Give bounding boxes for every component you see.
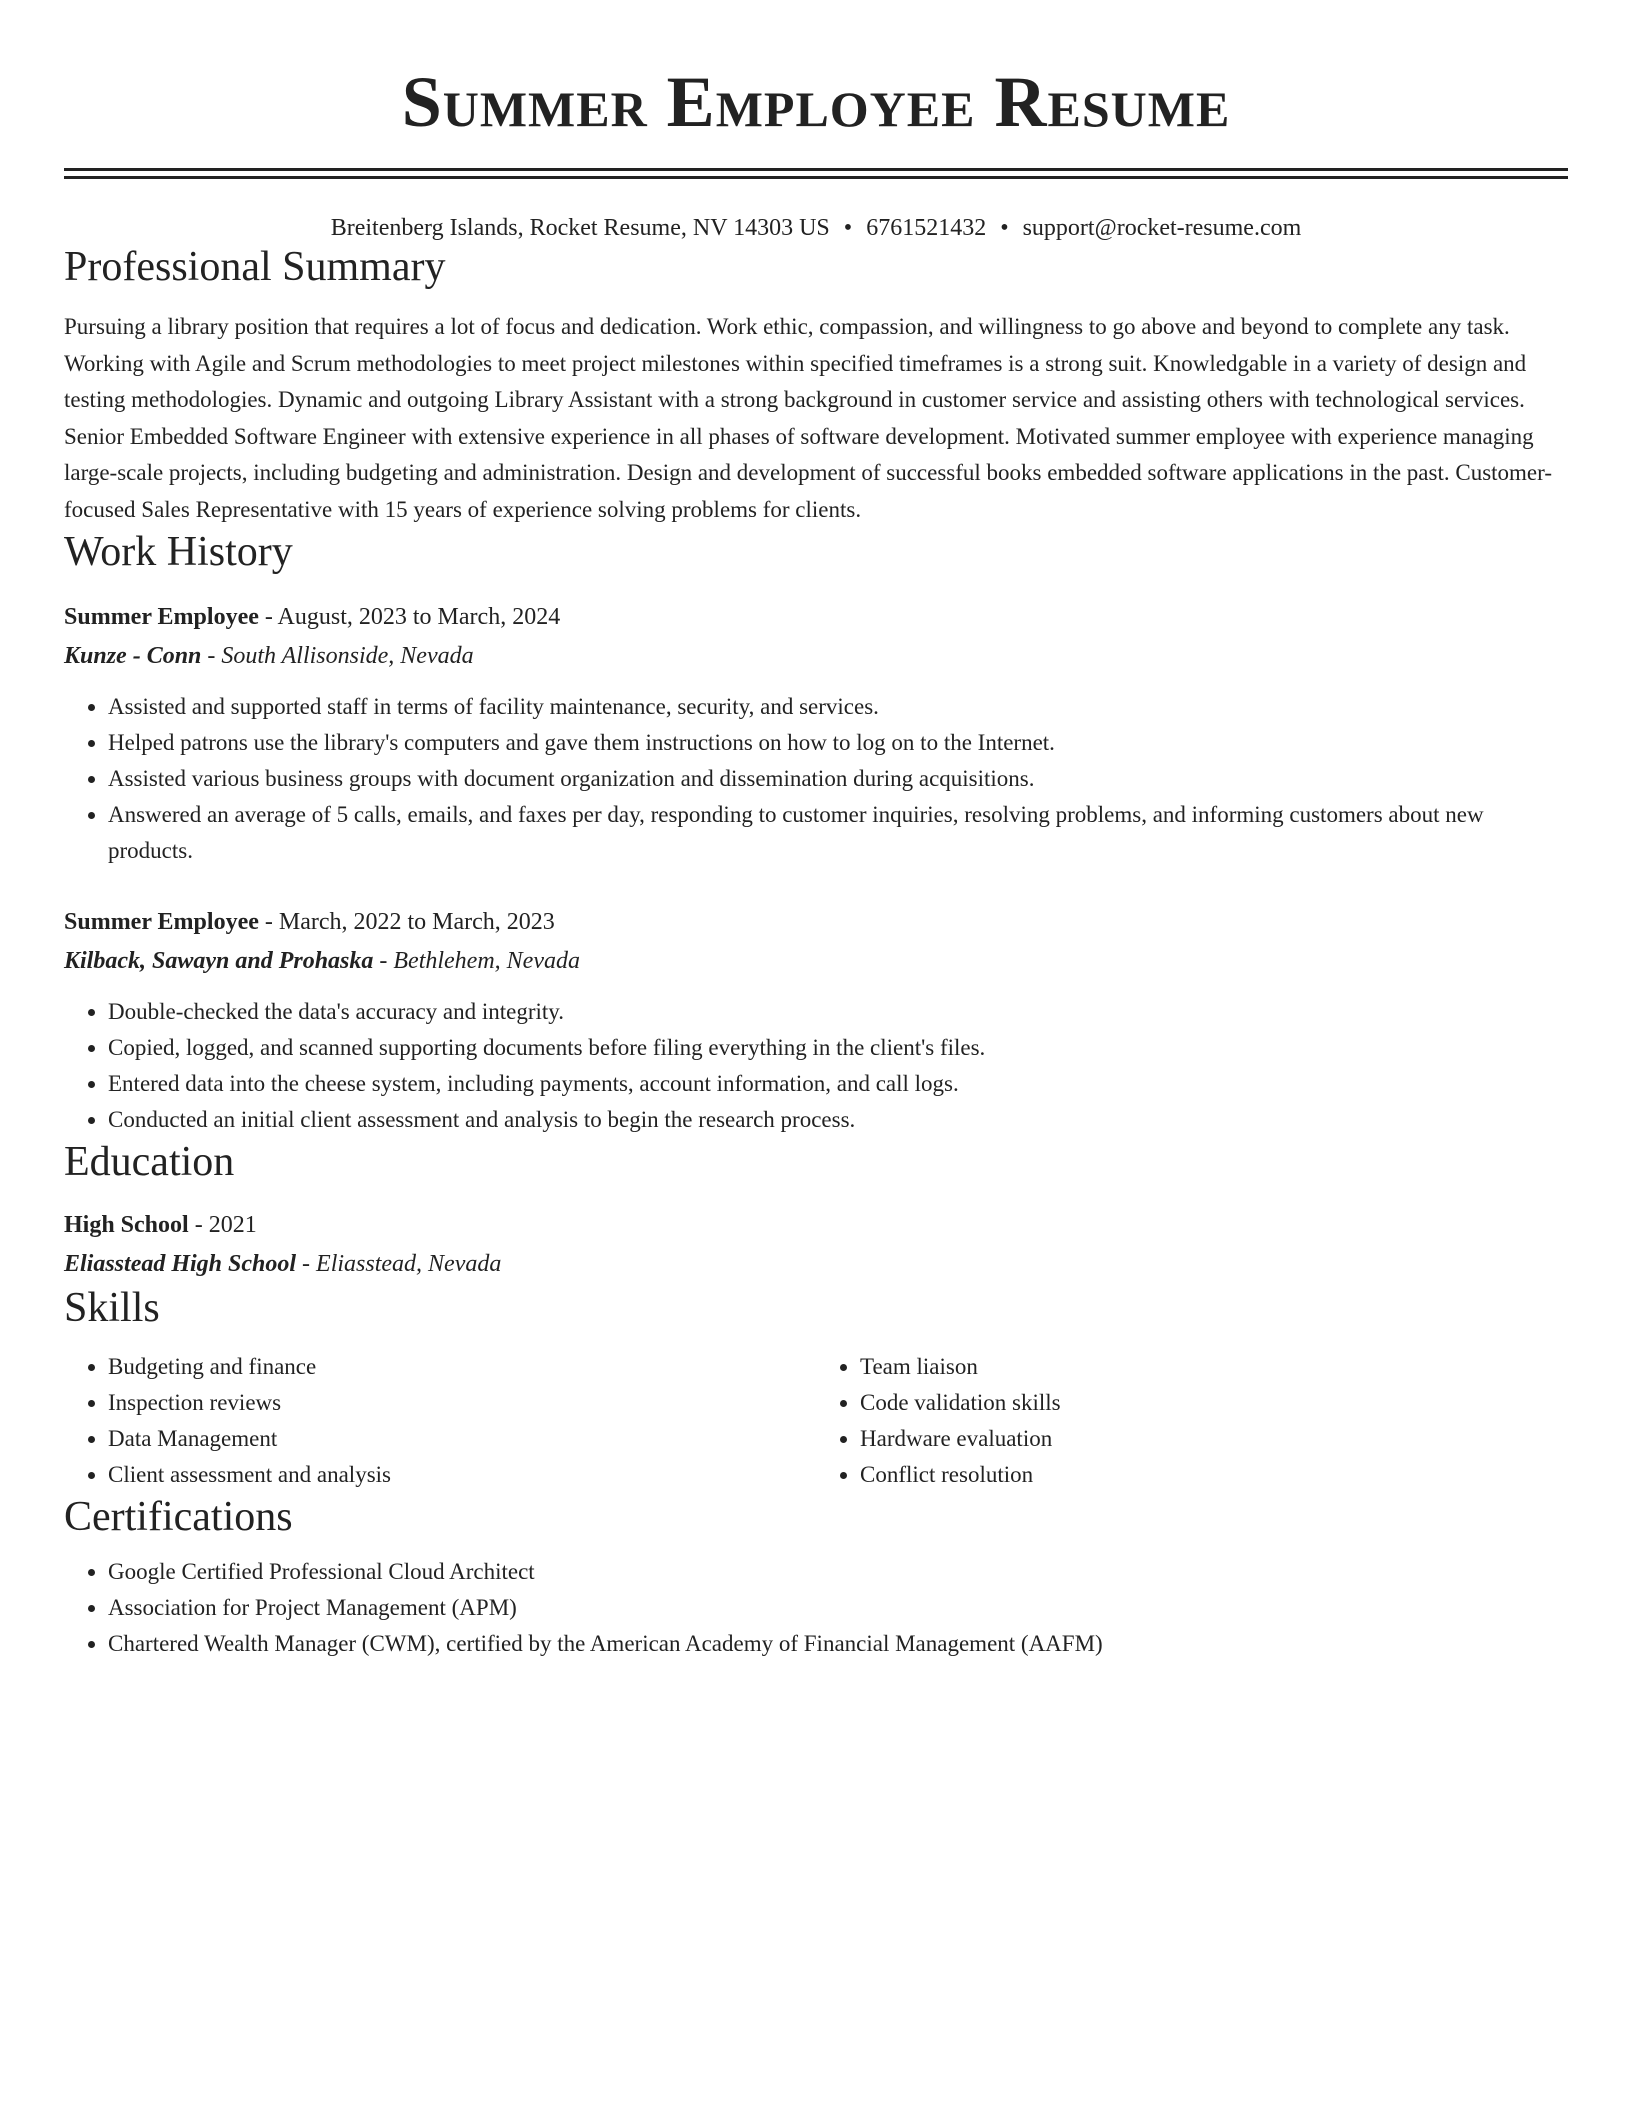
employer-location: - South Allisonside, Nevada [201, 643, 474, 669]
summary-text: Pursuing a library position that requires a lot of focus and dedication. Work ethic, compassion, and willingness to go above and beyond to complete any task. Working with Agile and Scrum methodologies to meet project milestones within specified timeframes is a strong suit. Knowledgable in a variety of design and testing methodologies. Dynamic and outgoing Library Assistant with a strong background in customer service and assisting others with technological services. Senior Embedded Software Engineer with extensive experience in all phases of software development. Motivated summer employee with experience managing large-scale projects, including budgeting and administration. Design and development of successful books embedded software applications in the past. Customer-focused Sales Representative with 15 years of experience solving problems for clients. [64, 314, 1552, 522]
job-duty: • Entered data into the cheese system, including payments, account information, and call logs. [108, 1066, 1568, 1102]
job-duty: • Double-checked the data's accuracy and integrity. [108, 994, 1568, 1030]
skill-item: • Code validation skills [860, 1385, 1568, 1421]
school-location: - Eliasstead, Nevada [296, 1251, 502, 1277]
employer-line [64, 942, 1568, 981]
job-duty: • Assisted and supported staff in terms of facility maintenance, security, and services. [108, 689, 1568, 725]
skill-item: • Hardware evaluation [860, 1421, 1568, 1457]
certifications-list [64, 1554, 1568, 1662]
contact-address: Breitenberg Islands, Rocket Resume, NV 14303 US [330, 215, 830, 241]
degree-line [64, 1206, 1568, 1245]
skill-item: • Client assessment and analysis [108, 1457, 816, 1493]
job-dates: - March, 2022 to March, 2023 [258, 909, 555, 935]
skill-item: • Conflict resolution [860, 1457, 1568, 1493]
contact-separator: • [1000, 215, 1009, 241]
degree: High School [64, 1212, 189, 1238]
skills-grid [64, 1349, 1568, 1493]
job-dates: - August, 2023 to March, 2024 [258, 604, 561, 630]
job-title-line [64, 903, 1568, 942]
employer-location: - Bethlehem, Nevada [373, 948, 580, 974]
certification-item: • Association for Project Management (APM) [108, 1590, 1568, 1626]
certification-item: • Chartered Wealth Manager (CWM), certified by the American Academy of Financial Management (AAFM) [108, 1626, 1568, 1662]
certifications-heading: Certifications [64, 1494, 293, 1540]
education-heading: Education [64, 1139, 235, 1185]
job-duties-list [64, 689, 1568, 869]
job-entry [64, 598, 1568, 869]
contact-line [64, 213, 1568, 243]
school-line [64, 1245, 1568, 1284]
job-entry [64, 903, 1568, 1138]
skill-item: • Team liaison [860, 1349, 1568, 1385]
job-duty: • Answered an average of 5 calls, emails, and faxes per day, responding to customer inquiries, resolving problems, and informing customers about new products. [108, 797, 1568, 869]
contact-email: support@rocket-resume.com [1022, 215, 1302, 241]
resume-title: Summer Employee Resume [401, 62, 1231, 142]
skill-item: • Data Management [108, 1421, 816, 1457]
certification-item: • Google Certified Professional Cloud Architect [108, 1554, 1568, 1590]
job-title: Summer Employee [64, 909, 259, 935]
job-duty: • Helped patrons use the library's computers and gave them instructions on how to log on to the Internet. [108, 725, 1568, 761]
job-duty: • Copied, logged, and scanned supporting documents before filing everything in the client's files. [108, 1030, 1568, 1066]
contact-separator: • [843, 215, 853, 241]
school-name: Eliasstead High School [64, 1251, 297, 1277]
summary-heading: Professional Summary [64, 244, 446, 290]
skill-item: • Inspection reviews [108, 1385, 816, 1421]
skills-heading: Skills [64, 1285, 160, 1331]
skill-item: • Budgeting and finance [108, 1349, 816, 1385]
skills-list-left [64, 1349, 816, 1493]
employer-name: Kunze - Conn [64, 643, 202, 669]
job-title: Summer Employee [64, 604, 259, 630]
skills-list-right [816, 1349, 1568, 1493]
job-duty: • Assisted various business groups with document organization and dissemination during acquisitions. [108, 761, 1568, 797]
graduation-year: - 2021 [188, 1212, 257, 1238]
work-history-heading: Work History [64, 529, 293, 575]
job-title-line [64, 598, 1568, 637]
job-duties-list [64, 994, 1568, 1138]
employer-name: Kilback, Sawayn and Prohaska [64, 948, 374, 974]
employer-line [64, 637, 1568, 676]
education-entry [64, 1206, 1568, 1284]
title-double-rule [64, 168, 1568, 179]
job-duty: • Conducted an initial client assessment and analysis to begin the research process. [108, 1102, 1568, 1138]
contact-phone: 6761521432 [866, 215, 987, 241]
